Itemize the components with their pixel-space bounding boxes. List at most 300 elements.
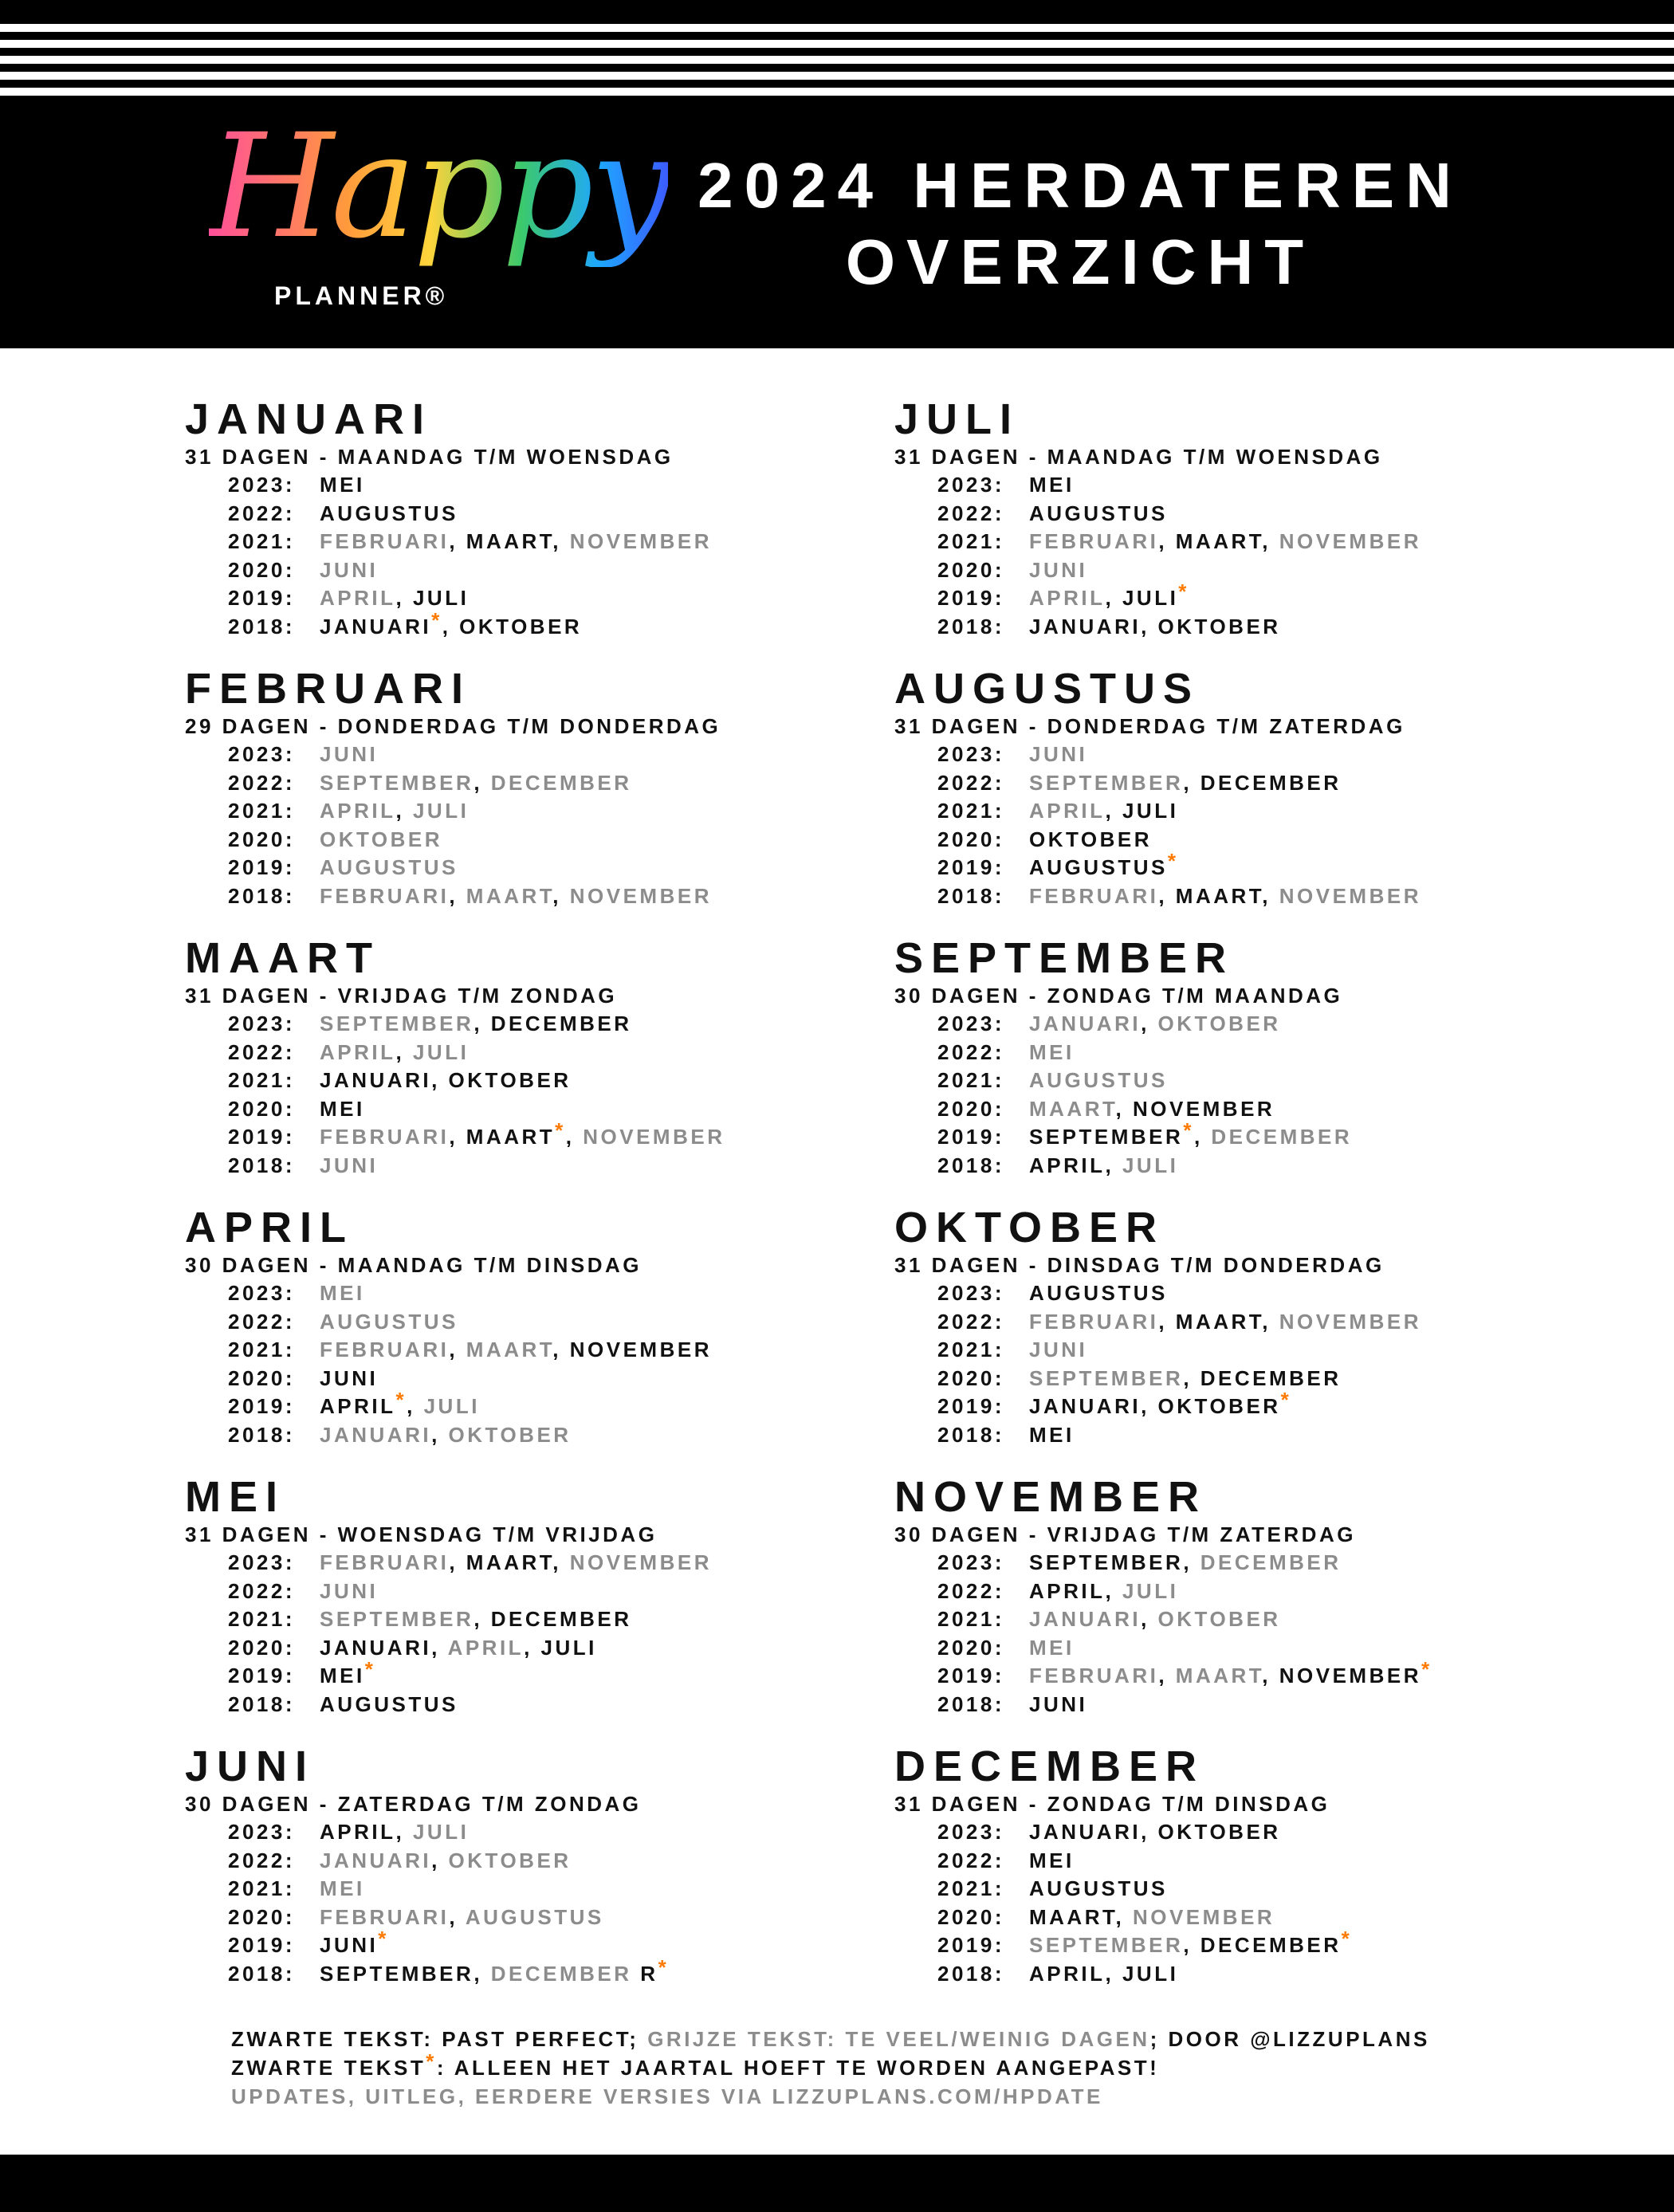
grey-text: SEPTEMBER bbox=[320, 1012, 474, 1035]
year-row bbox=[937, 1388, 1612, 1421]
grey-text: FEBRUARI bbox=[320, 1338, 450, 1361]
year-label: 2021: bbox=[937, 1338, 1004, 1361]
black-text: NOVEMBER bbox=[569, 1338, 712, 1361]
year-row bbox=[228, 1118, 902, 1152]
black-text: , bbox=[1105, 586, 1122, 610]
year-label: 2021: bbox=[937, 1607, 1004, 1631]
black-text: , bbox=[1262, 1309, 1279, 1334]
year-row bbox=[937, 1847, 1612, 1876]
year-row bbox=[937, 1010, 1612, 1039]
year-row bbox=[228, 500, 902, 528]
legend-line bbox=[231, 2049, 1430, 2082]
year-row bbox=[228, 1577, 902, 1606]
grey-text: AUGUSTUS bbox=[320, 855, 458, 879]
grey-text: NOVEMBER bbox=[1279, 529, 1421, 553]
month-block bbox=[894, 665, 1612, 934]
year-row bbox=[228, 826, 902, 855]
month-column-right bbox=[894, 395, 1612, 2012]
black-text: JUNI bbox=[1029, 1691, 1088, 1716]
grey-text: APRIL bbox=[1029, 586, 1106, 610]
black-text: , bbox=[552, 1550, 570, 1574]
black-text: JUNI bbox=[320, 1933, 379, 1957]
grey-text: NOVEMBER bbox=[1279, 883, 1421, 908]
black-text: JULI bbox=[1122, 1961, 1179, 1986]
grey-text: APRIL bbox=[320, 799, 396, 823]
year-label: 2018: bbox=[937, 883, 1004, 908]
year-row bbox=[937, 741, 1612, 769]
black-text: MEI bbox=[320, 1096, 365, 1121]
black-text: , bbox=[431, 1068, 449, 1092]
year-row bbox=[937, 1691, 1612, 1719]
black-text: MAART bbox=[1175, 883, 1263, 908]
black-text: MAART bbox=[466, 529, 553, 553]
month-name: NOVEMBER bbox=[894, 1473, 1208, 1521]
black-text: AUGUSTUS bbox=[1029, 855, 1168, 879]
grey-text: OKTOBER bbox=[320, 827, 443, 851]
year-row bbox=[937, 1039, 1612, 1067]
year-label: 2020: bbox=[228, 1096, 295, 1121]
month-block bbox=[185, 1473, 902, 1742]
grey-text: MEI bbox=[320, 1281, 365, 1305]
year-label: 2019: bbox=[228, 1933, 295, 1957]
year-label: 2018: bbox=[937, 1153, 1004, 1177]
grey-text: FEBRUARI bbox=[320, 529, 450, 553]
year-row bbox=[937, 769, 1612, 798]
black-text: NOVEMBER bbox=[1132, 1096, 1275, 1121]
grey-text: FEBRUARI bbox=[320, 1550, 450, 1574]
year-row bbox=[228, 1421, 902, 1450]
year-label: 2021: bbox=[228, 1607, 295, 1631]
month-block bbox=[185, 665, 902, 934]
black-text: JANUARI bbox=[1029, 614, 1142, 638]
year-label: 2020: bbox=[937, 1904, 1004, 1929]
black-text: MEI bbox=[320, 473, 365, 497]
grey-text: APRIL bbox=[447, 1635, 525, 1660]
grey-text: JULI bbox=[412, 1039, 470, 1064]
grey-text: JUNI bbox=[320, 557, 379, 582]
month-block bbox=[894, 1473, 1612, 1742]
grey-text: JULI bbox=[412, 1820, 470, 1844]
asterisk-mark: * bbox=[1178, 580, 1189, 603]
grey-text: APRIL bbox=[1029, 799, 1106, 823]
black-text: , bbox=[1141, 1820, 1158, 1844]
year-label: 2019: bbox=[937, 855, 1004, 879]
black-text: ZWARTE TEKST: PAST PERFECT; bbox=[231, 2027, 648, 2051]
black-text: JANUARI bbox=[320, 614, 432, 638]
year-label: 2018: bbox=[228, 614, 295, 638]
month-name: JANUARI bbox=[185, 395, 433, 443]
year-row bbox=[228, 1388, 902, 1421]
black-text: MAART bbox=[1175, 529, 1263, 553]
black-text: MEI bbox=[1029, 1848, 1075, 1872]
black-text: , bbox=[449, 1125, 466, 1149]
grey-text: SEPTEMBER bbox=[320, 1607, 474, 1631]
black-text: JANUARI bbox=[1029, 1820, 1142, 1844]
year-label: 2018: bbox=[228, 1691, 295, 1716]
asterisk-mark: * bbox=[1183, 1118, 1194, 1142]
grey-text: APRIL bbox=[320, 586, 396, 610]
year-row bbox=[228, 1875, 902, 1904]
year-label: 2020: bbox=[937, 557, 1004, 582]
year-row bbox=[228, 797, 902, 826]
year-row bbox=[937, 1336, 1612, 1365]
year-row bbox=[228, 1549, 902, 1577]
year-label: 2020: bbox=[937, 1096, 1004, 1121]
month-name: DECEMBER bbox=[894, 1742, 1205, 1790]
year-label: 2022: bbox=[937, 1039, 1004, 1064]
year-row bbox=[228, 1336, 902, 1365]
black-text: , bbox=[1115, 1096, 1133, 1121]
black-text: , bbox=[552, 529, 570, 553]
black-text: , bbox=[474, 1012, 491, 1035]
grey-text: JUNI bbox=[1029, 557, 1088, 582]
grey-text: MAART bbox=[1029, 1096, 1116, 1121]
grey-text: MEI bbox=[1029, 1635, 1075, 1660]
year-label: 2021: bbox=[937, 1068, 1004, 1092]
year-label: 2020: bbox=[228, 1904, 295, 1929]
title-line-2: OVERZICHT bbox=[845, 226, 1315, 297]
year-row bbox=[228, 1691, 902, 1719]
grey-text: DECEMBER bbox=[490, 1961, 641, 1986]
year-row bbox=[228, 1365, 902, 1393]
year-row bbox=[228, 741, 902, 769]
black-text: MAART bbox=[466, 1125, 556, 1149]
year-label: 2019: bbox=[228, 1125, 295, 1149]
black-text: JULI bbox=[1122, 586, 1179, 610]
year-row bbox=[937, 1875, 1612, 1904]
black-text: , bbox=[395, 1039, 413, 1064]
year-label: 2019: bbox=[228, 1664, 295, 1687]
black-text: NOVEMBER bbox=[1279, 1664, 1421, 1687]
black-text: , bbox=[1183, 1933, 1200, 1957]
year-label: 2020: bbox=[228, 557, 295, 582]
year-row bbox=[937, 826, 1612, 855]
month-name: JULI bbox=[894, 395, 1020, 443]
black-text: ; DOOR @LIZZUPLANS bbox=[1149, 2027, 1430, 2051]
month-days-range: 30 DAGEN - ZATERDAG T/M ZONDAG bbox=[185, 1792, 642, 1816]
footer-bar bbox=[0, 2155, 1674, 2212]
year-row bbox=[228, 1067, 902, 1095]
grey-text: JULI bbox=[1122, 1578, 1179, 1603]
black-text: , bbox=[1105, 799, 1122, 823]
month-name: SEPTEMBER bbox=[894, 934, 1235, 982]
black-text: , bbox=[1183, 1550, 1200, 1574]
black-text: DECEMBER bbox=[1200, 1365, 1342, 1390]
year-row bbox=[937, 471, 1612, 500]
header-stripe bbox=[0, 88, 1674, 96]
black-text: APRIL bbox=[1029, 1578, 1106, 1603]
black-text: MAART bbox=[1029, 1904, 1116, 1929]
grey-text: MAART bbox=[466, 883, 553, 908]
asterisk-mark: * bbox=[431, 607, 442, 632]
black-text: OKTOBER bbox=[1029, 827, 1153, 851]
year-row bbox=[937, 500, 1612, 528]
month-block bbox=[894, 1204, 1612, 1473]
year-row bbox=[228, 1847, 902, 1876]
grey-text: FEBRUARI bbox=[1029, 1309, 1159, 1334]
year-label: 2023: bbox=[937, 473, 1004, 497]
black-text: APRIL bbox=[1029, 1153, 1106, 1177]
year-row bbox=[937, 1657, 1612, 1691]
month-name: FEBRUARI bbox=[185, 665, 471, 713]
grey-text: OKTOBER bbox=[1157, 1607, 1281, 1631]
grey-text: MEI bbox=[320, 1876, 365, 1900]
year-label: 2019: bbox=[937, 1933, 1004, 1957]
logo-subtitle: PLANNER® bbox=[274, 281, 449, 310]
year-row bbox=[228, 1152, 902, 1181]
year-row bbox=[937, 1067, 1612, 1095]
grey-text: UPDATES, UITLEG, EERDERE VERSIES VIA LIZZUPLANS.COM/HPDATE bbox=[231, 2084, 1103, 2108]
black-text: , bbox=[1158, 883, 1176, 908]
black-text: APRIL bbox=[1029, 1961, 1106, 1986]
black-text: AUGUSTUS bbox=[320, 1691, 458, 1716]
grey-text: JANUARI bbox=[1029, 1012, 1142, 1035]
grey-text: DECEMBER bbox=[1211, 1125, 1353, 1149]
black-text: , bbox=[552, 1338, 570, 1361]
black-text: , bbox=[449, 1550, 466, 1574]
grey-text: SEPTEMBER bbox=[320, 770, 474, 795]
year-row bbox=[228, 854, 902, 882]
grey-text: JULI bbox=[1122, 1153, 1179, 1177]
year-row bbox=[937, 1927, 1612, 1960]
month-block bbox=[894, 395, 1612, 665]
month-name: JUNI bbox=[185, 1742, 316, 1790]
grey-text: JUNI bbox=[1029, 742, 1088, 766]
black-text: OKTOBER bbox=[459, 614, 583, 638]
black-text: DECEMBER bbox=[1200, 770, 1342, 795]
grey-text: MAART bbox=[1175, 1664, 1263, 1687]
year-row bbox=[937, 1634, 1612, 1663]
month-days-range: 31 DAGEN - MAANDAG T/M WOENSDAG bbox=[185, 445, 674, 469]
grey-text: MEI bbox=[1029, 1039, 1075, 1064]
year-row bbox=[228, 1279, 902, 1308]
year-label: 2022: bbox=[937, 1578, 1004, 1603]
asterisk-mark: * bbox=[1341, 1927, 1353, 1951]
legend-line bbox=[231, 2082, 1430, 2111]
year-row bbox=[228, 1904, 902, 1932]
month-block bbox=[185, 934, 902, 1204]
black-text: , bbox=[1183, 1365, 1200, 1390]
black-text: AUGUSTUS bbox=[1029, 1281, 1168, 1305]
year-label: 2021: bbox=[228, 1876, 295, 1900]
grey-text: JULI bbox=[423, 1394, 480, 1418]
black-text: , bbox=[524, 1635, 541, 1660]
black-text: , bbox=[1158, 1309, 1176, 1334]
logo-script: Happy bbox=[209, 104, 669, 270]
black-text: JANUARI bbox=[1029, 1394, 1142, 1418]
legend bbox=[231, 2025, 1430, 2111]
grey-text: NOVEMBER bbox=[569, 1550, 712, 1574]
year-row bbox=[937, 1421, 1612, 1450]
black-text: , bbox=[565, 1125, 584, 1149]
year-row bbox=[937, 1118, 1612, 1152]
year-label: 2019: bbox=[937, 1125, 1004, 1149]
year-row bbox=[228, 1927, 902, 1960]
legend-line bbox=[231, 2025, 1430, 2053]
black-text: , bbox=[474, 1961, 491, 1986]
black-text: DECEMBER bbox=[490, 1607, 632, 1631]
asterisk-mark: * bbox=[1421, 1657, 1432, 1681]
month-days-range: 31 DAGEN - WOENSDAG T/M VRIJDAG bbox=[185, 1522, 658, 1546]
month-column-left bbox=[185, 395, 902, 2012]
grey-text: DECEMBER bbox=[490, 770, 632, 795]
year-row bbox=[937, 1605, 1612, 1634]
year-row bbox=[937, 1279, 1612, 1308]
year-row bbox=[937, 1095, 1612, 1124]
black-text: , bbox=[1141, 1394, 1158, 1418]
asterisk-mark: * bbox=[555, 1118, 566, 1142]
grey-text: JULI bbox=[412, 799, 470, 823]
year-label: 2018: bbox=[228, 1961, 295, 1986]
year-row bbox=[937, 797, 1612, 826]
grey-text: GRIJZE TEKST: TE VEEL/WEINIG DAGEN bbox=[647, 2027, 1150, 2051]
month-days-range: 30 DAGEN - MAANDAG T/M DINSDAG bbox=[185, 1253, 642, 1277]
year-row bbox=[937, 613, 1612, 642]
black-text: , bbox=[1115, 1904, 1133, 1929]
grey-text: JUNI bbox=[1029, 1338, 1088, 1361]
black-text: AUGUSTUS bbox=[320, 501, 458, 525]
black-text: , bbox=[1105, 1153, 1122, 1177]
month-name: MEI bbox=[185, 1473, 286, 1521]
grey-text: FEBRUARI bbox=[1029, 529, 1159, 553]
black-text: OKTOBER bbox=[1157, 1394, 1281, 1418]
year-label: 2023: bbox=[937, 1550, 1004, 1574]
year-row bbox=[937, 1152, 1612, 1181]
grey-text: FEBRUARI bbox=[1029, 883, 1159, 908]
black-text: SEPTEMBER bbox=[1029, 1550, 1184, 1574]
year-label: 2019: bbox=[228, 1394, 295, 1418]
black-text: JULI bbox=[540, 1635, 597, 1660]
grey-text: NOVEMBER bbox=[1279, 1309, 1421, 1334]
year-label: 2023: bbox=[937, 1820, 1004, 1844]
month-block bbox=[894, 934, 1612, 1204]
grey-text: SEPTEMBER bbox=[1029, 770, 1184, 795]
year-row bbox=[228, 1308, 902, 1337]
black-text: JUNI bbox=[320, 1365, 379, 1390]
black-text: , bbox=[1262, 883, 1279, 908]
grey-text: NOVEMBER bbox=[583, 1125, 725, 1149]
year-label: 2021: bbox=[937, 1876, 1004, 1900]
asterisk-mark: * bbox=[1280, 1388, 1292, 1412]
year-label: 2023: bbox=[228, 1820, 295, 1844]
year-row bbox=[228, 556, 902, 585]
year-label: 2022: bbox=[937, 1848, 1004, 1872]
asterisk-mark: * bbox=[378, 1927, 389, 1951]
year-row bbox=[228, 1955, 902, 1989]
year-label: 2021: bbox=[937, 799, 1004, 823]
year-label: 2023: bbox=[228, 1550, 295, 1574]
grey-text: OKTOBER bbox=[448, 1422, 572, 1447]
year-row bbox=[228, 584, 902, 613]
year-label: 2018: bbox=[937, 1422, 1004, 1447]
black-text: MEI bbox=[1029, 1422, 1075, 1447]
header-stripe bbox=[0, 56, 1674, 64]
month-days-range: 31 DAGEN - DINSDAG T/M DONDERDAG bbox=[894, 1253, 1385, 1277]
black-text: , bbox=[1141, 1607, 1158, 1631]
year-label: 2021: bbox=[228, 1068, 295, 1092]
year-label: 2019: bbox=[937, 586, 1004, 610]
year-label: 2019: bbox=[937, 1664, 1004, 1687]
grey-text: OKTOBER bbox=[448, 1848, 572, 1872]
asterisk-mark: * bbox=[395, 1388, 407, 1412]
month-days-range: 29 DAGEN - DONDERDAG T/M DONDERDAG bbox=[185, 714, 721, 738]
year-row bbox=[937, 1818, 1612, 1847]
grey-text: SEPTEMBER bbox=[1029, 1933, 1184, 1957]
month-block bbox=[894, 1742, 1612, 2012]
year-row bbox=[228, 882, 902, 911]
month-name: APRIL bbox=[185, 1204, 354, 1251]
year-row bbox=[937, 1904, 1612, 1932]
year-label: 2023: bbox=[228, 1012, 295, 1035]
year-row bbox=[228, 471, 902, 500]
black-text: , bbox=[442, 614, 460, 638]
black-text: , bbox=[449, 529, 466, 553]
grey-text: JANUARI bbox=[320, 1422, 432, 1447]
year-label: 2018: bbox=[937, 1691, 1004, 1716]
grey-text: JUNI bbox=[320, 742, 379, 766]
year-label: 2018: bbox=[228, 1153, 295, 1177]
year-label: 2021: bbox=[937, 529, 1004, 553]
year-label: 2018: bbox=[228, 1422, 295, 1447]
black-text: JANUARI bbox=[320, 1635, 432, 1660]
year-row bbox=[228, 1657, 902, 1691]
black-text: , bbox=[395, 1820, 413, 1844]
black-text: DECEMBER bbox=[1200, 1933, 1342, 1957]
month-name: MAART bbox=[185, 934, 380, 982]
year-label: 2020: bbox=[937, 1635, 1004, 1660]
year-label: 2020: bbox=[228, 1635, 295, 1660]
month-name: AUGUSTUS bbox=[894, 665, 1200, 713]
month-block bbox=[185, 395, 902, 665]
black-text: , bbox=[1105, 1961, 1122, 1986]
grey-text: AUGUSTUS bbox=[1029, 1068, 1168, 1092]
grey-text: OKTOBER bbox=[1157, 1012, 1281, 1035]
year-row bbox=[937, 556, 1612, 585]
month-days-range: 31 DAGEN - MAANDAG T/M WOENSDAG bbox=[894, 445, 1383, 469]
year-row bbox=[937, 1365, 1612, 1393]
year-label: 2022: bbox=[228, 1039, 295, 1064]
year-row bbox=[937, 528, 1612, 556]
black-text: OKTOBER bbox=[1157, 1820, 1281, 1844]
title-line-1: 2024 HERDATEREN bbox=[698, 150, 1463, 221]
black-text: R bbox=[640, 1961, 658, 1986]
year-label: 2023: bbox=[228, 473, 295, 497]
black-text: DECEMBER bbox=[490, 1012, 632, 1035]
grey-text: FEBRUARI bbox=[320, 1904, 450, 1929]
year-row bbox=[228, 1634, 902, 1663]
grey-text: AUGUSTUS bbox=[465, 1904, 604, 1929]
year-label: 2021: bbox=[228, 529, 295, 553]
black-text: , bbox=[1141, 614, 1158, 638]
year-label: 2019: bbox=[228, 586, 295, 610]
black-text: , bbox=[1262, 529, 1279, 553]
black-text: , bbox=[552, 883, 570, 908]
grey-text: JANUARI bbox=[320, 1848, 432, 1872]
black-text: MEI bbox=[320, 1664, 365, 1687]
year-row bbox=[937, 1549, 1612, 1577]
asterisk-mark: * bbox=[426, 2049, 437, 2073]
black-text: , bbox=[1158, 529, 1176, 553]
month-block bbox=[185, 1204, 902, 1473]
month-name: OKTOBER bbox=[894, 1204, 1165, 1251]
year-label: 2023: bbox=[228, 1281, 295, 1305]
black-text: , bbox=[449, 1338, 466, 1361]
black-text: AUGUSTUS bbox=[1029, 1876, 1168, 1900]
black-text: , bbox=[407, 1394, 424, 1418]
happy-planner-logo bbox=[209, 104, 669, 323]
month-days-range: 31 DAGEN - VRIJDAG T/M ZONDAG bbox=[185, 984, 618, 1008]
black-text: MAART bbox=[1175, 1309, 1263, 1334]
